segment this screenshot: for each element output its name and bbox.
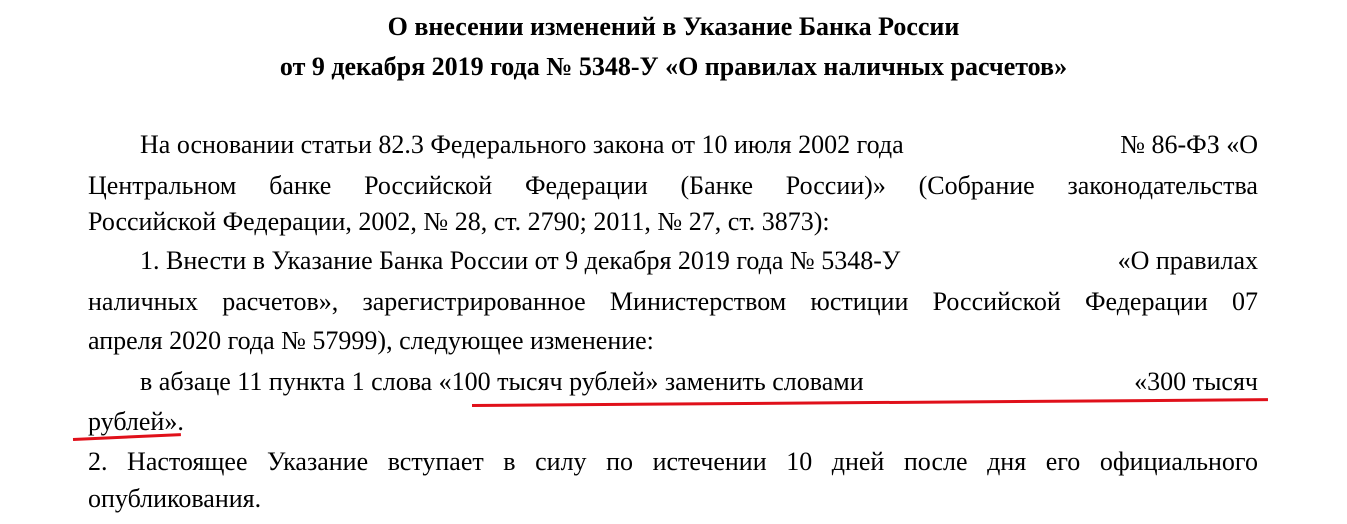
word: истечении [652,447,767,476]
item2-line-2: опубликования. [88,484,262,513]
word: его [1045,447,1081,476]
word: (Банке [680,171,754,200]
word: 07 [1231,287,1258,316]
item1-line-2 [88,286,1258,318]
document-title-line-1: О внесении изменений в Указание Банка России [387,12,960,41]
word: юстиции [810,287,909,316]
amendment-line-1-right: «300 тысяч [1134,367,1258,396]
item1-line-1-right: «О правилах [1117,246,1258,275]
word: расчетов», [222,287,339,316]
word: дня [987,447,1027,476]
word: Российской [932,287,1061,316]
document-title-line-2: от 9 декабря 2019 года № 5348-У «О правилах наличных расчетов» [279,52,1068,81]
item1-line-1-left: 1. Внести в Указание Банка России от 9 декабря 2019 года № 5348-У [140,246,901,275]
word: Настоящее [127,447,248,476]
word: зарегистрированное [362,287,586,316]
word: по [606,447,634,476]
word: в [503,447,516,476]
preamble-line-2 [88,170,1258,202]
amendment-line-1-left: в абзаце 11 пункта 1 слова «100 тысяч рублей» заменить словами [140,367,864,396]
amendment-line-2-end: . [177,407,184,436]
word: 2. [88,447,108,476]
word: вступает [387,447,484,476]
word: Федерации [524,171,648,200]
word: силу [535,447,587,476]
word: Министерством [609,287,787,316]
amendment-line-1 [140,366,1258,398]
preamble-line-1 [140,129,1258,161]
word: Указание [267,447,369,476]
preamble-line-1-left: На основании статьи 82.3 Федерального закона от 10 июля 2002 года [140,130,904,159]
word: 10 [786,447,813,476]
word: Центральном [88,171,237,200]
word: Федерации [1084,287,1208,316]
preamble-line-1-right: № 86-ФЗ «О [1120,130,1258,159]
word: официального [1099,447,1258,476]
item1-line-1 [140,245,1258,277]
word: банке [269,171,332,200]
item1-line-3: апреля 2020 года № 57999), следующее изменение: [88,326,654,355]
word: законодательства [1067,171,1258,200]
word: дней [831,447,885,476]
word: после [903,447,968,476]
amendment-line-2 [88,406,1258,438]
preamble-line-3: Российской Федерации, 2002, № 28, ст. 2790; 2011, № 27, ст. 3873): [88,207,830,236]
word: Российской [364,171,493,200]
word: России)» [785,171,886,200]
amendment-line-2-text: рублей» [88,407,178,436]
word: (Собрание [918,171,1035,200]
word: наличных [88,287,199,316]
item2-line-1 [88,446,1258,478]
